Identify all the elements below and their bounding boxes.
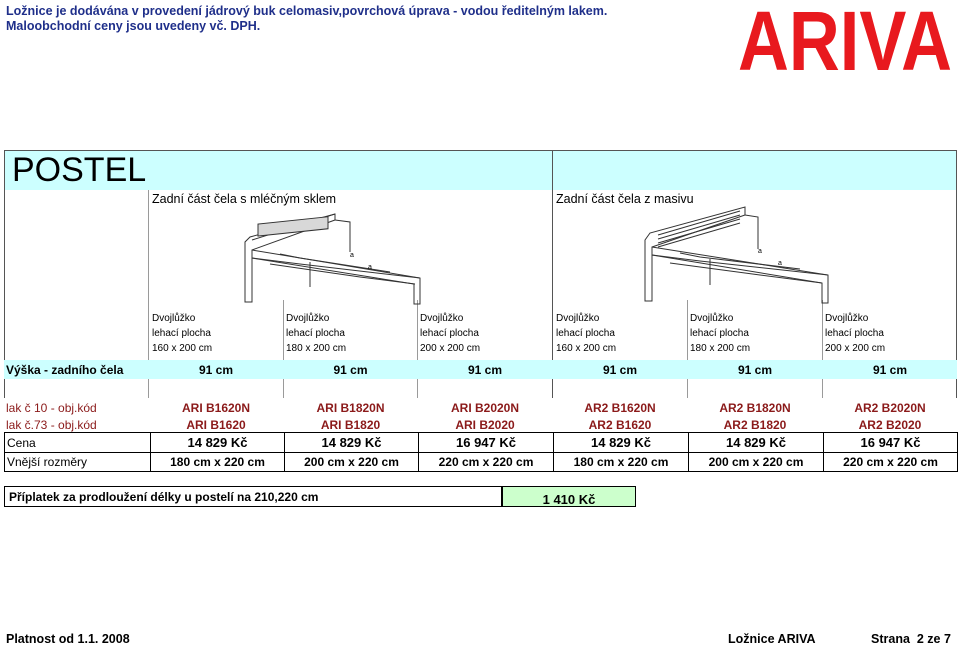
page-title: POSTEL [12,151,147,189]
order-code: ARI B2020N [450,401,520,415]
footer-validity: Platnost od 1.1. 2008 [6,632,130,646]
outer-dim-cell: 220 cm x 220 cm [419,453,554,472]
svg-text:a: a [758,248,762,255]
variant-type: Dvojlůžko [152,313,196,324]
order-code: ARI B2020 [455,418,515,432]
order-code: ARI B1820N [316,401,385,415]
bed-solid-image [640,205,835,307]
order-code: AR2 B1620 [588,418,652,432]
section-label-glass: Zadní část čela s mléčným sklem [152,192,337,206]
outer-dim-cell: 200 cm x 220 cm [689,453,824,472]
variant-size: 200 x 200 cm [825,343,886,354]
variant-area-label: lehací plocha [690,328,749,339]
variant-area-label: lehací plocha [152,328,211,339]
price-cell: 14 829 Kč [689,433,824,453]
surcharge-label: Příplatek za prodloužení délky u postelí na 210,220 cm [4,486,502,507]
outer-dim-cell: 180 cm x 220 cm [151,453,285,472]
variant-area-label: lehací plocha [556,328,615,339]
price-table [4,432,958,472]
row-label-lak73: lak č.73 - obj.kód [6,418,97,432]
outer-dim-cell: 200 cm x 220 cm [285,453,419,472]
order-code: ARI B1620 [186,418,246,432]
variant-area-label: lehací plocha [286,328,345,339]
variant-size: 180 x 200 cm [690,343,751,354]
variant-type: Dvojlůžko [286,313,330,324]
col-divider [417,300,418,398]
variant-type: Dvojlůžko [825,313,869,324]
ariva-logo-text: ARIVA [738,0,952,76]
row-label-lak10: lak č 10 - obj.kód [6,401,97,415]
height-value: 91 cm [602,363,638,377]
height-value: 91 cm [333,363,368,377]
section-label-solid: Zadní část čela z masivu [556,192,694,206]
bed-glass-image [240,212,430,308]
footer-page-number: Strana 2 ze 7 [871,632,951,646]
footer-collection: Ložnice ARIVA [728,632,816,646]
variant-spec [420,311,480,356]
variant-type: Dvojlůžko [556,313,600,324]
order-code: AR2 B1820N [719,401,791,415]
row-label-height: Výška - zadního čela [6,363,124,377]
price-cell: 14 829 Kč [285,433,419,453]
order-code: AR2 B1620N [584,401,656,415]
variant-area-label: lehací plocha [420,328,479,339]
outer-dim-cell: 220 cm x 220 cm [824,453,958,472]
price-cell: 14 829 Kč [151,433,285,453]
variant-size: 200 x 200 cm [420,343,481,354]
variant-area-label: lehací plocha [825,328,884,339]
order-code: AR2 B1820 [723,418,787,432]
variant-spec [152,311,212,356]
col-divider [687,300,688,398]
ariva-logo [736,0,956,76]
variant-type: Dvojlůžko [420,313,464,324]
price-cell: 16 947 Kč [824,433,958,453]
height-value: 91 cm [467,363,503,377]
svg-text:a: a [368,264,372,271]
price-cell: 14 829 Kč [554,433,689,453]
outer-dim-cell: 180 cm x 220 cm [554,453,689,472]
price-cell: 16 947 Kč [419,433,554,453]
variant-size: 160 x 200 cm [556,343,617,354]
row-label-outer: Vnější rozměry [5,453,151,472]
variant-size: 180 x 200 cm [286,343,347,354]
variant-spec [690,311,750,356]
row-label-price: Cena [5,433,151,453]
variant-spec [556,311,616,356]
variant-type: Dvojlůžko [690,313,734,324]
price-row [5,433,958,453]
col-divider [283,300,284,398]
order-code: AR2 B2020N [854,401,926,415]
svg-text:a: a [778,260,782,267]
order-code: ARI B1820 [320,418,381,432]
outer-dimensions-row [5,453,958,472]
header-note-line2: Maloobchodní ceny jsou uvedeny vč. DPH. [6,19,261,33]
variant-spec [286,311,346,356]
order-code: ARI B1620N [181,401,251,415]
height-value: 91 cm [872,363,908,377]
svg-text:a: a [350,252,354,259]
height-value: 91 cm [198,363,234,377]
col-divider [822,300,823,398]
surcharge-value: 1 410 Kč [502,486,636,507]
order-code: AR2 B2020 [858,418,922,432]
variant-size: 160 x 200 cm [152,343,213,354]
variant-spec [825,311,885,356]
height-value: 91 cm [737,363,773,377]
header-note-line1: Ložnice je dodávána v provedení jádrový buk celomasiv,povrchová úprava - vodou ředitelným lakem. [6,4,608,18]
